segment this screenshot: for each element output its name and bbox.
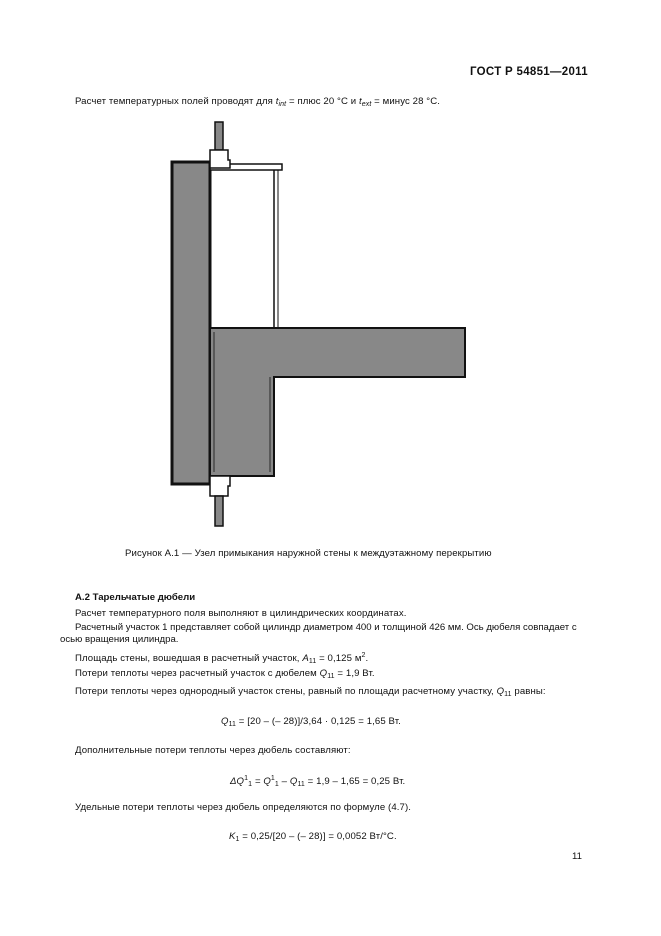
eq2-minus-q: – Q	[278, 776, 298, 787]
eq3-subscript: 1	[235, 836, 240, 843]
equation-1	[221, 716, 401, 731]
p5-text: Потери теплоты через однородный участок стены, равный по площади расчетному участку,	[75, 686, 497, 697]
equation-2	[230, 773, 405, 791]
t-int-subscript: int	[278, 101, 287, 108]
eq3-symbol: K	[229, 831, 236, 842]
eq1-symbol: Q	[221, 716, 229, 727]
t-ext-subscript: ext	[361, 101, 372, 108]
eq2-q: = Q	[252, 776, 271, 787]
p3-text: Площадь стены, вошедшая в расчетный участок,	[75, 653, 303, 664]
paragraph-6: Дополнительные потери теплоты через дюбель составляют:	[75, 745, 351, 756]
page-number: 11	[572, 851, 582, 862]
paragraph-2-text: Расчетный участок 1 представляет собой цилиндр диаметром 400 и толщиной 426 мм. Ось дюбеля совпадает с осью вращения цилиндра.	[60, 622, 577, 645]
eq2-rhs: = 1,9 – 1,65 = 0,25 Вт.	[304, 776, 406, 787]
paragraph-1: Расчет температурного поля выполняют в цилиндрических координатах.	[75, 608, 407, 619]
paragraph-7: Удельные потери теплоты через дюбель определяются по формуле (4.7).	[75, 802, 412, 813]
section-title: А.2 Тарельчатые дюбели	[75, 592, 196, 603]
intro-text-1: Расчет температурных полей проводят для	[75, 96, 276, 107]
area-value: = 0,125 м	[316, 653, 362, 664]
p5-symbol: Q	[496, 686, 505, 697]
p4-value: = 1,9 Вт.	[334, 668, 375, 679]
outer-wall	[172, 162, 210, 484]
t-int-symbol: t	[275, 96, 279, 107]
eq2-delta-q: ΔQ	[230, 776, 245, 787]
area-unit-exponent: 2	[361, 652, 366, 659]
t-ext-symbol: t	[359, 96, 362, 107]
equation-3	[229, 831, 397, 846]
floor-slab	[210, 328, 465, 476]
bottom-connector-bracket	[210, 476, 230, 496]
eq3-rhs: = 0,25/[20 – (– 28)] = 0,0052 Вт/°С.	[239, 831, 397, 842]
p4-subscript: 11	[327, 673, 335, 680]
eq2-sub-3: 11	[297, 781, 305, 788]
p5-subscript: 11	[504, 691, 512, 698]
eq2-sup-2: 1	[270, 775, 275, 782]
top-connector-bracket	[210, 150, 230, 168]
p4-symbol: Q	[319, 668, 328, 679]
top-connector-stem	[215, 122, 223, 150]
standard-header: ГОСТ Р 54851—2011	[470, 66, 588, 78]
eq2-sub-1: 1	[248, 781, 253, 788]
paragraph-5	[75, 686, 546, 701]
eq1-rhs: = [20 – (– 28)]/3,64 · 0,125 = 1,65 Вт.	[236, 716, 401, 727]
p4-text: Потери теплоты через расчетный участок с дюбелем	[75, 668, 320, 679]
intro-text-3: = минус 28 °C.	[371, 96, 441, 107]
intro-text-2: = плюс 20 °C и	[286, 96, 359, 107]
paragraph-4	[75, 668, 375, 683]
paragraph-3	[75, 650, 368, 668]
eq1-subscript: 11	[228, 721, 237, 728]
figure-caption: Рисунок А.1 — Узел примыкания наружной стены к междуэтажному перекрытию	[125, 548, 492, 559]
paragraph-2	[60, 622, 588, 646]
area-subscript: 11	[308, 658, 317, 665]
area-symbol: A	[302, 653, 309, 664]
bottom-connector-stem	[215, 496, 223, 526]
p3-end: .	[365, 653, 369, 664]
eq2-sub-2: 1	[274, 781, 279, 788]
p5-end: равны:	[511, 686, 546, 697]
eq2-sup-1: 1	[244, 775, 249, 782]
